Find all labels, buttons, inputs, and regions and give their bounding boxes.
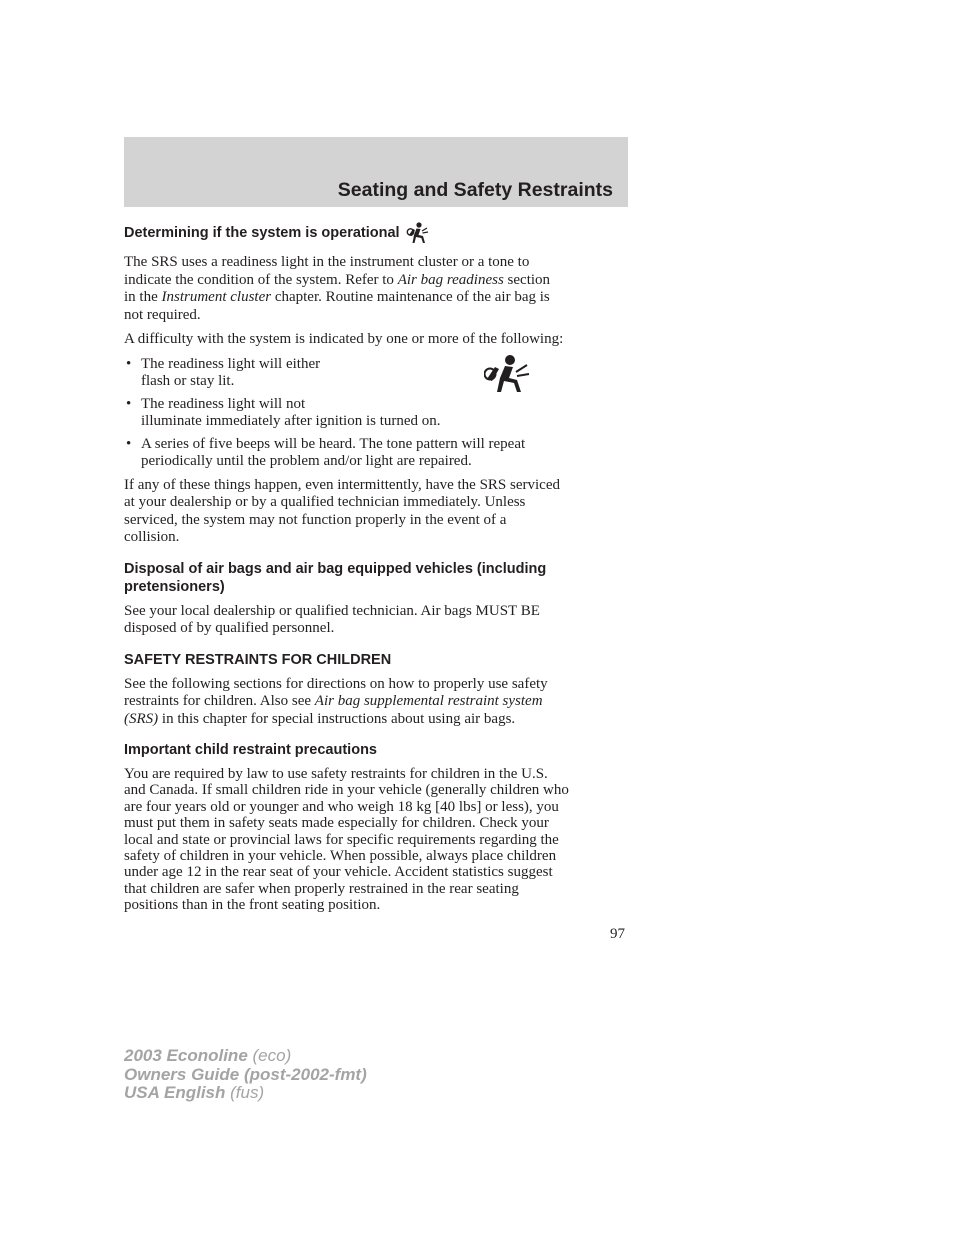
list-item — [124, 356, 630, 390]
text-line: See your local dealership or qualified technician. Air bags MUST BE — [124, 602, 540, 619]
text-line: The readiness light will not — [141, 395, 306, 412]
footer-model-code: (eco) — [252, 1046, 292, 1065]
heading-system-operational-text: Determining if the system is operational — [124, 225, 400, 241]
heading-disposal — [124, 560, 630, 596]
text-line: If any of these things happen, even intermittently, have the SRS serviced — [124, 476, 560, 493]
airbag-warning-icon — [406, 221, 430, 245]
footer-guide: Owners Guide (post-2002-fmt) — [124, 1064, 367, 1084]
footer-model: 2003 Econoline — [124, 1046, 248, 1065]
bullet-icon: • — [126, 395, 132, 412]
paragraph-difficulty: A difficulty with the system is indicated by one or more of the following: — [124, 331, 564, 347]
text-line: in this chapter for special instructions about using air bags. — [158, 710, 516, 727]
text-line: that children are safer when properly restrained in the rear seating — [124, 880, 519, 897]
text-line: at your dealership or by a qualified technician immediately. Unless — [124, 494, 526, 510]
list-item — [124, 436, 630, 470]
footer-language-code: (fus) — [230, 1083, 265, 1103]
paragraph-service — [124, 477, 630, 547]
text-line: local and state or provincial laws for specific requirements regarding the — [124, 831, 559, 848]
text-line: are four years old or younger and who weigh 18 kg [40 lbs] or less), you — [124, 798, 559, 815]
text-line: and Canada. If small children ride in your vehicle (generally children who — [124, 782, 569, 799]
reference-srs-abbrev: (SRS) — [124, 710, 159, 727]
document-footer — [124, 1047, 367, 1103]
text-line: The SRS uses a readiness light in the instrument cluster or a tone to — [124, 254, 530, 270]
page-number: 97 — [610, 926, 625, 942]
text-line: disposed of by qualified personnel. — [124, 620, 335, 636]
paragraph-srs-readiness — [124, 254, 630, 324]
text-line: safety of children in your vehicle. When possible, always place children — [124, 848, 557, 865]
bullet-icon: • — [126, 355, 132, 372]
text-line: periodically until the problem and/or light are repaired. — [141, 452, 472, 469]
text-line: serviced, the system may not function properly in the event of a — [124, 511, 507, 528]
page-content — [124, 221, 630, 914]
bullet-icon: • — [126, 435, 132, 452]
heading-safety-restraints-children: SAFETY RESTRAINTS FOR CHILDREN — [124, 651, 392, 668]
text-line: in the — [124, 289, 162, 305]
text-line: See the following sections for directions on how to properly use safety — [124, 675, 548, 692]
text-line: illuminate immediately after ignition is turned on. — [141, 412, 441, 429]
reference-srs: Air bag supplemental restraint system — [314, 693, 543, 709]
text-line: must put them in safety seats made especially for children. Check your — [124, 815, 549, 832]
section-banner — [124, 137, 628, 207]
text-line: under age 12 in the rear seat of your vehicle. Accident statistics suggest — [124, 864, 553, 881]
text-line: You are required by law to use safety restraints for children in the U.S. — [124, 766, 548, 782]
text-line: section — [503, 271, 551, 288]
heading-system-operational — [124, 221, 630, 245]
text-line: pretensioners) — [124, 578, 225, 595]
text-line: collision. — [124, 529, 180, 545]
paragraph-child-precautions — [124, 766, 630, 914]
text-line: Disposal of air bags and air bag equipped vehicles (including — [124, 560, 547, 577]
paragraph-children-directions — [124, 676, 630, 729]
text-line: The readiness light will either — [141, 355, 321, 372]
text-line: restraints for children. Also see — [124, 693, 315, 709]
difficulty-list — [124, 356, 630, 470]
list-item — [124, 396, 630, 430]
text-line: positions than in the front seating position. — [124, 897, 381, 914]
bullet-block — [124, 356, 630, 470]
text-line: indicate the condition of the system. Refer to — [124, 271, 398, 288]
heading-child-precautions: Important child restraint precautions — [124, 742, 377, 758]
text-line: A series of five beeps will be heard. The tone pattern will repeat — [141, 435, 526, 452]
section-title: Seating and Safety Restraints — [337, 179, 613, 201]
footer-language: USA English — [124, 1083, 226, 1103]
text-line: flash or stay lit. — [141, 372, 235, 389]
reference-air-bag-readiness: Air bag readiness — [397, 271, 504, 288]
paragraph-disposal — [124, 603, 630, 638]
reference-instrument-cluster: Instrument cluster — [161, 289, 272, 305]
text-line: chapter. Routine maintenance of the air bag is — [271, 289, 550, 305]
text-line: not required. — [124, 306, 201, 323]
